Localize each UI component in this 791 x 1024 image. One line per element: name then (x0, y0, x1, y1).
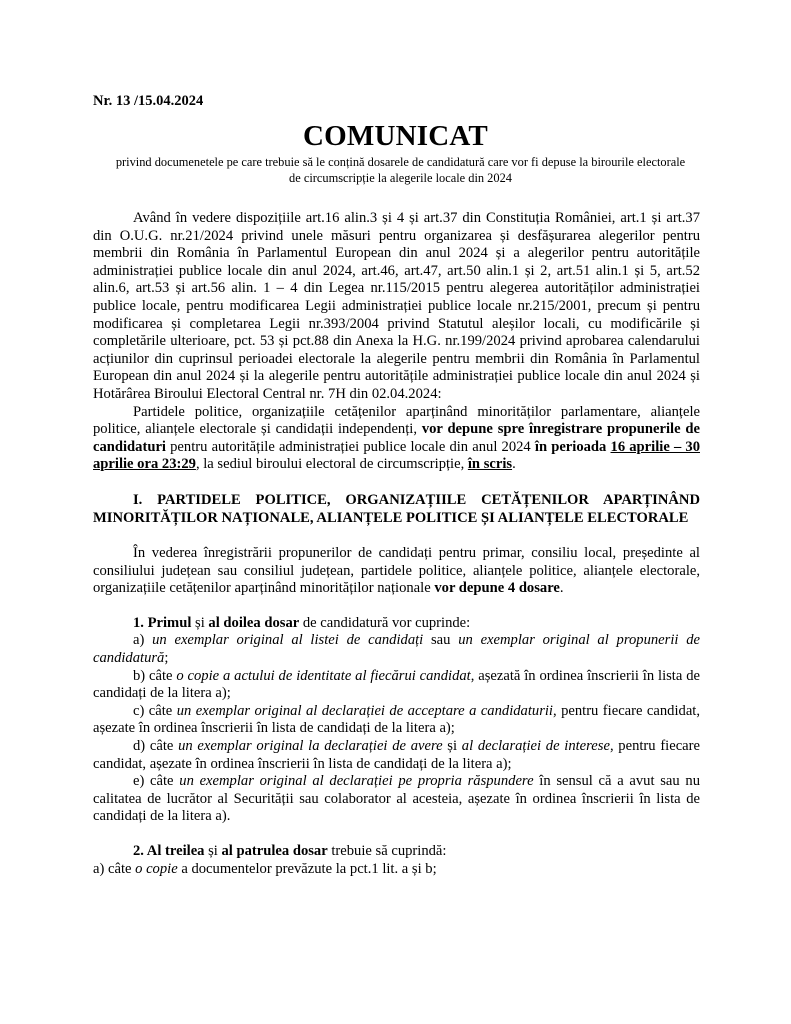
item-e-prefix: e) câte (133, 773, 180, 790)
point-1-bold-2: al doilea dosar (208, 614, 300, 631)
section-1-end: . (559, 580, 564, 597)
subtitle-line-1: privind documenetele pe care trebuie să le conțină dosarele de candidatură care vor fi depuse la birourile electorale (115, 155, 686, 169)
point-1-item-e (93, 773, 700, 826)
item-c-end: , pentru fiecare candidat, așezate în ordinea înscrierii în lista de candidați de la litera a); (93, 702, 701, 737)
submission-text-2: pentru autoritățile administrației publice locale din anul 2024 (165, 438, 535, 455)
point-2-item-a-prefix: a) câte (93, 860, 136, 877)
item-b-prefix: b) câte (133, 667, 177, 684)
point-1-item-d (93, 738, 700, 773)
point-2-bold-1: 2. Al treilea (133, 843, 205, 859)
section-1-text: În vederea înregistrării propunerilor de candidați pentru primar, consiliu local, președinte al consiliului județean sau consiliul județean, partidele politice, alianțele politice, alianțele electorale, organizațiile cetățenilor aparținând minorităților naționale (93, 545, 700, 597)
item-d-mid: și (442, 738, 462, 755)
item-c-italic: un exemplar original al declarației de acceptare a candidaturii (176, 702, 553, 719)
point-2-item-a (93, 861, 700, 879)
document-number: Nr. 13 /15.04.2024 (93, 93, 204, 109)
point-2-item-a-end: a documentelor prevăzute la pct.1 lit. a și b; (177, 860, 437, 877)
item-a-end: ; (164, 650, 169, 667)
section-1-paragraph (93, 545, 700, 598)
document-subtitle (95, 154, 706, 186)
submission-period-dates: 16 aprilie – 30 aprilie ora 23:29 (93, 438, 700, 473)
item-a-mid: sau (423, 632, 459, 649)
point-1-text-2: de candidatură vor cuprinde: (299, 614, 471, 631)
point-2-item-a-italic: o copie (135, 860, 178, 877)
submission-period-label: în perioada (534, 438, 611, 455)
point-1-number: 1. (133, 614, 148, 631)
item-a-italic-1: un exemplar original al listei de candidați (152, 632, 424, 649)
intro-paragraph-submission (93, 404, 700, 474)
document-title: COMUNICAT (303, 120, 488, 152)
submission-form: în scris (467, 456, 513, 473)
subtitle-line-2: de circumscripție la alegerile locale din 2024 (289, 171, 512, 185)
item-d-italic-1: un exemplar original la declarației de avere (178, 738, 443, 755)
point-1-item-b (93, 668, 700, 703)
document-body (93, 210, 700, 878)
item-c-prefix: c) câte (133, 702, 177, 719)
intro-paragraph-legal-basis: Având în vedere dispozițiile art.16 alin.3 și 4 și art.37 din Constituția României, art.1 și art.37 din O.U.G. nr.21/2024 privind unele măsuri pentru organizarea și desfășurarea alegerilor pentru membrii din România în Parlamentul European din anul 2024 și a alegerilor pentru autoritățile administrației publice locale din anul 2024, art.46, art.47, art.50 alin.1 și 2, art.51 alin.1 și 5, art.52 alin.6, art.53 și art.56 alin. 1 – 4 din Legea nr.115/2015 pentru alegerea autorităților administrației publice locale, pentru modificarea Legii administrației publice locale nr.215/2001, precum și pentru modificarea și completarea Legii nr.393/2004 privind Statutul aleșilor locali, cu modificările și completările ulterioare, pct. 53 și pct.88 din Anexa la H.G. nr.199/2024 privind aprobarea calendarului acțiunilor din cuprinsul perioadei electorale la alegerile pentru membrii din România în Parlamentul European din anul 2024 și la alegerile pentru autoritățile administrației publice locale din anul 2024 și Hotărârea Biroului Electoral Central nr. 7H din 02.04.2024: (93, 210, 700, 402)
point-2-heading (93, 843, 700, 861)
item-d-italic-2: al declarației de interese (461, 738, 610, 755)
submission-text-3: , la sediul biroului electoral de circumscripție, (195, 456, 468, 473)
submission-text-1: Partidele politice, organizațiile cetățenilor aparținând minorităților parlamentare, alianțele politice, alianțele electorale și candidații independenți, (93, 403, 700, 438)
item-b-end: , așezată în ordinea înscrierii în lista de candidați de la litera a); (93, 667, 700, 702)
item-a-prefix: a) (133, 632, 153, 649)
point-2-text-1: și (204, 843, 222, 859)
point-2-text-2: trebuie să cuprindă: (327, 843, 447, 859)
item-b-italic: o copie a actului de identitate al fiecărui candidat (176, 667, 471, 684)
item-a-italic-2: un exemplar original al propunerii de candidatură (93, 632, 700, 667)
item-d-prefix: d) câte (133, 738, 179, 755)
submission-bold-1: vor depune spre înregistrare propunerile de candidaturi (93, 421, 700, 455)
point-1-item-a (93, 632, 700, 667)
section-1-heading: I. PARTIDELE POLITICE, ORGANIZAȚIILE CETĂȚENILOR APARȚINÂND MINORITĂȚILOR NAȚIONALE, ALIANȚELE POLITICE ȘI ALIANȚELE ELECTORALE (93, 491, 700, 526)
point-2-bold-2: al patrulea dosar (221, 843, 328, 859)
item-e-italic: un exemplar original al declarației pe propria răspundere (179, 773, 534, 790)
point-1-text-1: și (191, 614, 209, 631)
point-1-bold-1: Primul (147, 614, 192, 631)
point-1-item-c (93, 703, 700, 738)
point-1-heading (93, 615, 700, 633)
item-d-end: , pentru fiecare candidat, așezate în ordinea înscrierii în lista de candidați de la litera a); (93, 738, 700, 772)
section-1-bold: vor depune 4 dosare (434, 580, 560, 597)
submission-end: . (512, 456, 516, 473)
item-e-end: în sensul că a avut sau nu calitatea de lucrător al Securității sau colaborator al acesteia, așezate în ordinea înscrierii în lista de candidați de la litera a). (93, 773, 700, 825)
